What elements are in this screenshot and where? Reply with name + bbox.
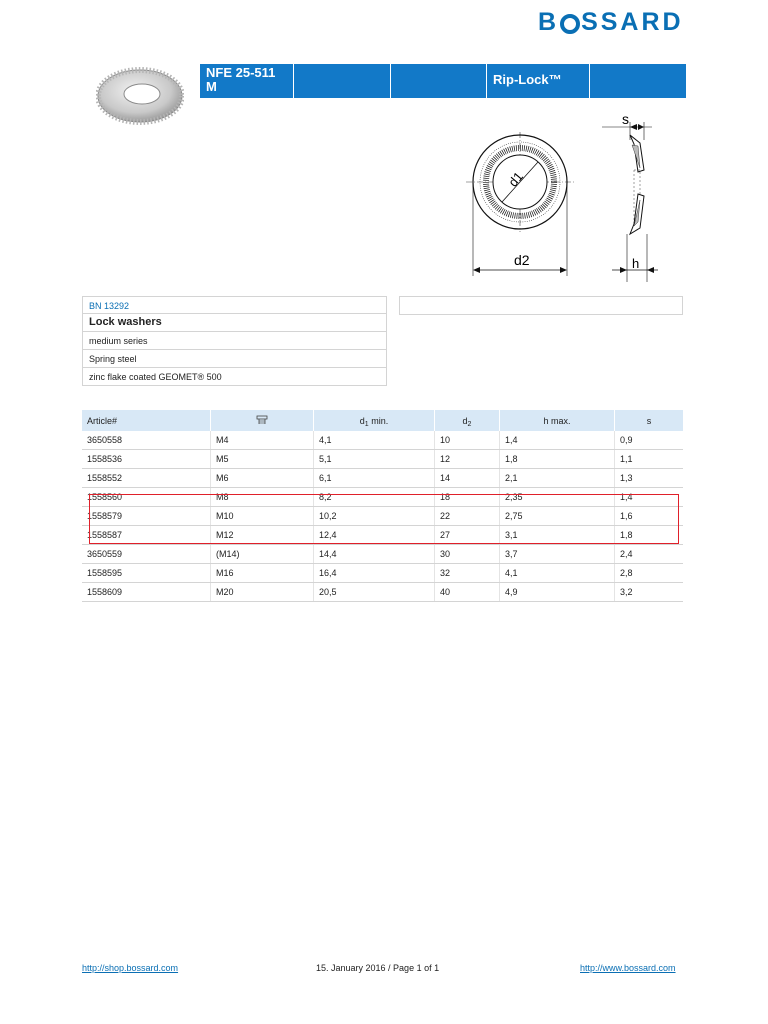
footer-site [580, 963, 676, 973]
d1-label: d1 [505, 168, 527, 190]
cell-s: 1,8 [615, 526, 684, 545]
cell-s: 1,3 [615, 469, 684, 488]
product-info-box [82, 296, 387, 386]
header-empty-cell [390, 64, 486, 98]
col-article: Article# [82, 410, 211, 431]
product-photo-cell [82, 64, 199, 98]
bossard-logo [538, 8, 684, 37]
d1-suffix: min. [368, 415, 389, 426]
cell-h: 2,1 [500, 469, 615, 488]
cell-d1: 4,1 [314, 431, 435, 450]
cell-d1: 12,4 [314, 526, 435, 545]
table-row [82, 450, 683, 469]
cell-h: 4,9 [500, 583, 615, 602]
thread-size-icon [256, 415, 268, 425]
cell-s: 2,8 [615, 564, 684, 583]
logo-suffix: SSARD [581, 8, 684, 36]
cell-h: 3,1 [500, 526, 615, 545]
site-link[interactable]: http://www.bossard.com [580, 963, 676, 973]
cell-article: 1558536 [82, 450, 211, 469]
cell-d1: 5,1 [314, 450, 435, 469]
table-row [82, 431, 683, 450]
cell-thread: M16 [211, 564, 314, 583]
cell-s: 1,4 [615, 488, 684, 507]
cell-article: 1558552 [82, 469, 211, 488]
cell-s: 3,2 [615, 583, 684, 602]
highlight-box [89, 494, 679, 544]
cell-article: 1558595 [82, 564, 211, 583]
technical-drawing [462, 110, 662, 282]
col-thread-size [211, 410, 314, 431]
d2-sub: 2 [467, 420, 472, 428]
cell-d2: 30 [435, 545, 500, 564]
cell-d2: 12 [435, 450, 500, 469]
cell-s: 1,1 [615, 450, 684, 469]
s-label: s [622, 111, 629, 127]
col-d1 [314, 410, 435, 431]
table-row [82, 469, 683, 488]
cell-thread: M20 [211, 583, 314, 602]
cell-h: 4,1 [500, 564, 615, 583]
shop-link[interactable]: http://shop.bossard.com [82, 963, 179, 973]
cell-article: 1558587 [82, 526, 211, 545]
standard-ref: BN 13292 [82, 296, 387, 314]
table-row [82, 545, 683, 564]
cell-article: 3650558 [82, 431, 211, 450]
table-row [82, 564, 683, 583]
cell-d2: 22 [435, 507, 500, 526]
cell-thread: M10 [211, 507, 314, 526]
cell-h: 2,75 [500, 507, 615, 526]
cell-article: 1558560 [82, 488, 211, 507]
logo-prefix: B [538, 8, 560, 36]
cell-h: 1,4 [500, 431, 615, 450]
d2-label: d2 [514, 252, 530, 268]
product-coating: zinc flake coated GEOMET® 500 [82, 368, 387, 386]
table-header-row [82, 410, 683, 431]
cell-thread: M4 [211, 431, 314, 450]
cell-d1: 14,4 [314, 545, 435, 564]
cell-d1: 6,1 [314, 469, 435, 488]
cell-d1: 16,4 [314, 564, 435, 583]
cell-h: 2,35 [500, 488, 615, 507]
cell-d2: 14 [435, 469, 500, 488]
cell-thread: M8 [211, 488, 314, 507]
header-empty-cell [293, 64, 390, 98]
cell-d2: 32 [435, 564, 500, 583]
product-series: medium series [82, 332, 387, 350]
cell-s: 2,4 [615, 545, 684, 564]
header-empty-cell [589, 64, 686, 98]
cell-d2: 10 [435, 431, 500, 450]
footer-date-page: 15. January 2016 / Page 1 of 1 [316, 963, 440, 973]
product-title: Lock washers [82, 314, 387, 332]
cell-thread: M12 [211, 526, 314, 545]
product-material: Spring steel [82, 350, 387, 368]
cell-thread: M5 [211, 450, 314, 469]
col-h: h max. [500, 410, 615, 431]
cell-s: 1,6 [615, 507, 684, 526]
cell-d2: 40 [435, 583, 500, 602]
table-row [82, 583, 683, 602]
cell-s: 0,9 [615, 431, 684, 450]
washer-front-view [466, 132, 574, 276]
d1-sub: 1 [364, 420, 369, 428]
d2-base: d [462, 415, 468, 426]
washer-side-view [602, 111, 658, 282]
cell-d1: 8,2 [314, 488, 435, 507]
product-name: Rip-Lock™ [486, 64, 589, 98]
cell-d2: 27 [435, 526, 500, 545]
cell-d2: 18 [435, 488, 500, 507]
cell-article: 1558579 [82, 507, 211, 526]
cell-thread: (M14) [211, 545, 314, 564]
product-header-bar [82, 64, 686, 98]
cell-d1: 10,2 [314, 507, 435, 526]
washer-photo [96, 66, 184, 130]
col-d2 [435, 410, 500, 431]
standard-code: NFE 25-511 M [199, 64, 293, 98]
logo-ring-icon [560, 14, 580, 34]
h-label: h [632, 256, 640, 271]
cell-h: 1,8 [500, 450, 615, 469]
cell-h: 3,7 [500, 545, 615, 564]
cell-article: 1558609 [82, 583, 211, 602]
footer-shop [82, 963, 178, 973]
empty-info-box [399, 296, 683, 315]
col-s: s [615, 410, 684, 431]
d1-base: d [359, 415, 365, 426]
cell-article: 3650559 [82, 545, 211, 564]
cell-thread: M6 [211, 469, 314, 488]
cell-d1: 20,5 [314, 583, 435, 602]
